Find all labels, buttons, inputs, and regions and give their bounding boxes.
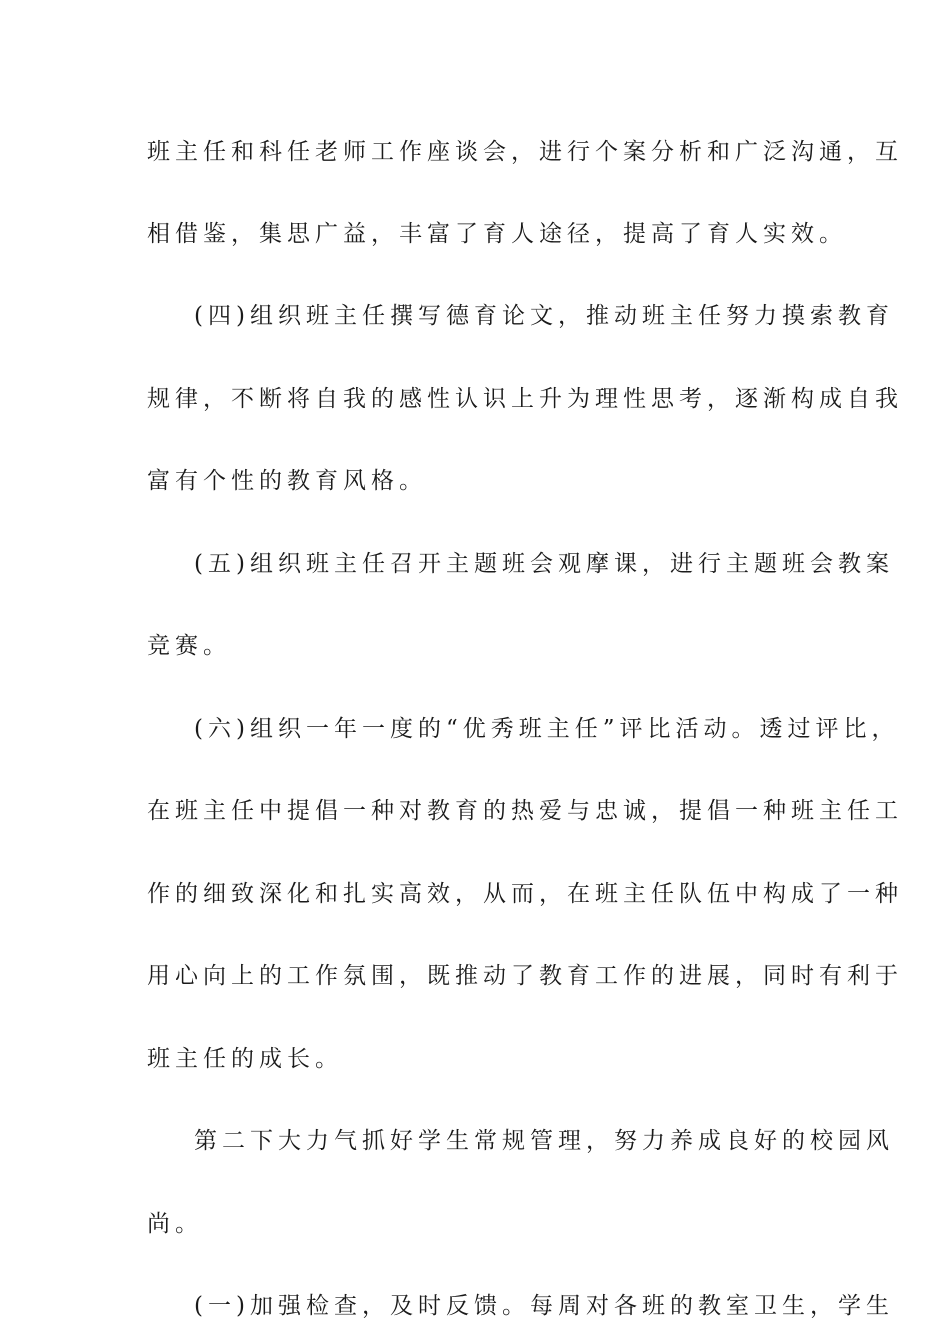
text-line: 班主任和科任老师工作座谈会，进行个案分析和广泛沟通，互: [147, 139, 903, 165]
text-line: 班主任的成长。: [147, 1046, 343, 1072]
text-line: 在班主任中提倡一种对教育的热爱与忠诚，提倡一种班主任工: [147, 798, 903, 824]
text-line: 相借鉴，集思广益，丰富了育人途径，提高了育人实效。: [147, 221, 847, 247]
text-line: 尚。: [147, 1211, 203, 1237]
paragraph-start-line: (一)加强检查，及时反馈。每周对各班的教室卫生，学生: [194, 1293, 894, 1319]
paragraph-start-line: 第二下大力气抓好学生常规管理，努力养成良好的校园风: [194, 1128, 894, 1154]
text-line: 规律，不断将自我的感性认识上升为理性思考，逐渐构成自我: [147, 386, 903, 412]
paragraph-start-line: (五)组织班主任召开主题班会观摩课，进行主题班会教案: [194, 551, 894, 577]
text-line: 竞赛。: [147, 633, 231, 659]
text-line: 用心向上的工作氛围，既推动了教育工作的进展，同时有利于: [147, 963, 903, 989]
paragraph-start-line: (四)组织班主任撰写德育论文，推动班主任努力摸索教育: [194, 303, 894, 329]
body-text: [147, 128, 903, 1330]
text-line: 作的细致深化和扎实高效，从而，在班主任队伍中构成了一种: [147, 881, 903, 907]
paragraph-start-line: (六)组织一年一度的“优秀班主任”评比活动。透过评比，: [194, 716, 900, 742]
text-line: 富有个性的教育风格。: [147, 468, 427, 494]
